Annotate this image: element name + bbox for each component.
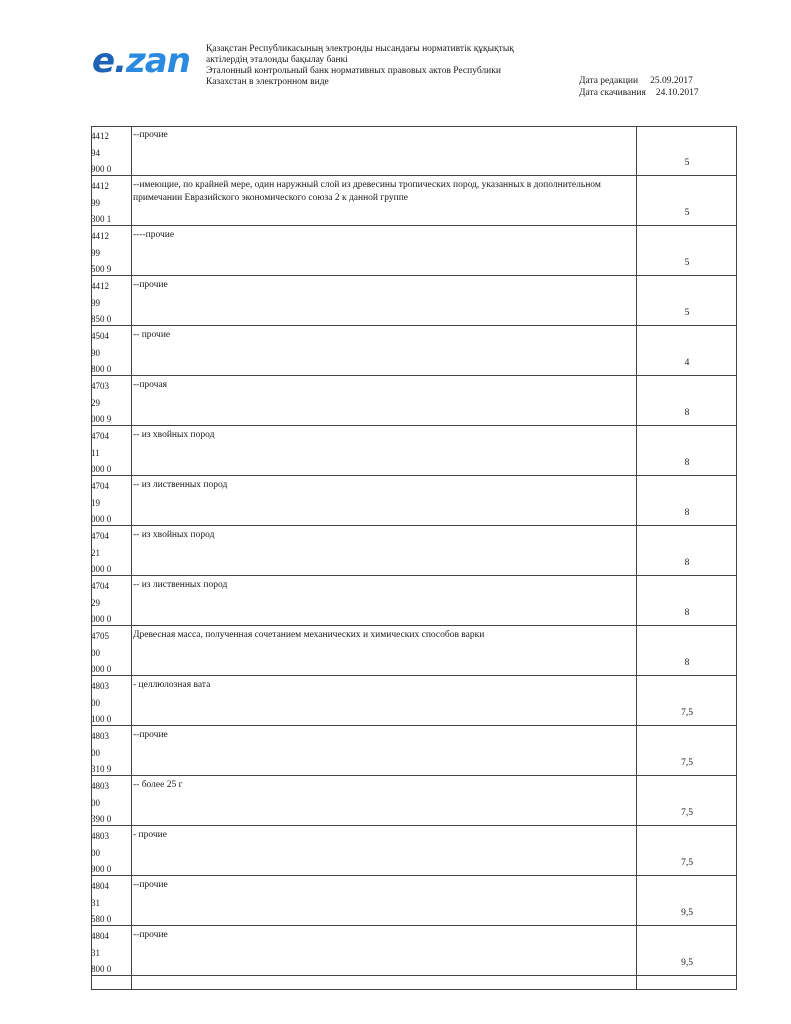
table-row — [91, 326, 737, 376]
table-row — [91, 376, 737, 426]
table-row — [91, 826, 737, 876]
goods-description: -- из лиственных пород — [133, 480, 228, 490]
goods-description: - прочие — [133, 830, 167, 840]
duty-rate: 9,5 — [681, 958, 693, 968]
tariff-code-part: 90 — [91, 347, 100, 358]
header-line: Эталонный контрольный банк нормативных правовых актов Республики — [206, 66, 501, 76]
header-line: Казахстан в электронном виде — [206, 77, 329, 87]
tariff-code-part: 900 0 — [91, 864, 112, 874]
tariff-code — [91, 128, 131, 178]
tariff-code-part: 000 0 — [91, 614, 112, 624]
tariff-code-part: 31 — [91, 897, 100, 908]
tariff-code-part: 99 — [91, 247, 100, 258]
goods-description: --имеющие, по крайней мере, один наружный слой из древесины тропических пород, указанных в дополнительном примечании Евразийского экономического союза 2 к данной группе — [133, 180, 601, 203]
tariff-code-part: 4412 — [91, 131, 109, 141]
duty-rate: 7,5 — [681, 758, 693, 768]
goods-description: --прочие — [133, 730, 168, 740]
tariff-code — [91, 728, 131, 778]
tariff-code-part: 4803 — [91, 681, 109, 691]
table-row — [91, 426, 737, 476]
tariff-code-part: 4703 — [91, 381, 109, 391]
edition-date-value: 25.09.2017 — [650, 76, 693, 86]
tariff-code-part: 000 9 — [91, 414, 112, 424]
goods-description: -- из хвойных пород — [133, 530, 215, 540]
tariff-code-part: 4804 — [91, 881, 109, 891]
table-row — [91, 226, 737, 276]
tariff-code — [91, 378, 131, 428]
tariff-code-part: 4704 — [91, 531, 109, 541]
logo-zan: zan — [125, 41, 190, 81]
tariff-code-part: 390 0 — [91, 814, 112, 824]
tariff-code-part: 4412 — [91, 231, 109, 241]
tariff-code-part: 000 0 — [91, 564, 112, 574]
goods-description: - целлюлозная вата — [133, 680, 211, 690]
table-empty-row — [91, 972, 737, 990]
header-line: Қазақстан Республикасының электронды нысандағы нормативтік құқықтық — [206, 44, 514, 54]
logo-e: e — [92, 41, 115, 81]
tariff-code-part: 19 — [91, 497, 100, 508]
goods-description: -- из хвойных пород — [133, 430, 215, 440]
tariff-code-part: 11 — [91, 447, 100, 458]
tariff-code-part: 99 — [91, 297, 100, 308]
tariff-code-part: 4803 — [91, 781, 109, 791]
tariff-code-part: 4412 — [91, 281, 109, 291]
duty-rate: 8 — [684, 658, 690, 668]
table-row — [91, 176, 737, 226]
edition-date-label: Дата редакции — [579, 76, 639, 86]
table-row — [91, 776, 737, 826]
tariff-code-part: 94 — [91, 147, 100, 158]
tariff-code-part: 310 9 — [91, 764, 112, 774]
goods-description: ----прочие — [133, 230, 175, 240]
edition-date — [579, 75, 699, 87]
tariff-code-part: 4705 — [91, 631, 109, 641]
duty-rate: 4 — [684, 358, 690, 368]
header-title-block — [206, 44, 514, 88]
download-date-label: Дата скачивания — [579, 88, 646, 98]
duty-rate: 8 — [684, 408, 690, 418]
duty-rate: 7,5 — [681, 858, 693, 868]
download-date — [579, 87, 699, 99]
tariff-code-part: 4504 — [91, 331, 109, 341]
table-row — [91, 876, 737, 926]
header-line: актілердің эталонды бақылау банкі — [206, 55, 348, 65]
document-header — [0, 0, 791, 120]
tariff-code — [91, 578, 131, 628]
goods-description: --прочие — [133, 880, 168, 890]
goods-description: -- прочие — [133, 330, 171, 340]
tariff-code — [91, 878, 131, 928]
table-row — [91, 576, 737, 626]
tariff-code-part: 800 0 — [91, 964, 112, 974]
tariff-code-part: 580 0 — [91, 914, 112, 924]
table-row — [91, 526, 737, 576]
logo-dot: . — [114, 41, 126, 81]
duty-rate: 8 — [684, 558, 690, 568]
tariff-code-part: 850 0 — [91, 314, 112, 324]
tariff-code-part: 800 0 — [91, 364, 112, 374]
tariff-code — [91, 228, 131, 278]
tariff-code-part: 29 — [91, 597, 100, 608]
tariff-code — [91, 678, 131, 728]
tariff-code-part: 4704 — [91, 431, 109, 441]
tariff-code-part: 00 — [91, 647, 100, 658]
goods-description: -- из лиственных пород — [133, 580, 228, 590]
tariff-code-part: 000 0 — [91, 464, 112, 474]
tariff-code — [91, 428, 131, 478]
tariff-code-part: 900 0 — [91, 164, 112, 174]
goods-description: -- более 25 г — [133, 780, 183, 790]
download-date-value: 24.10.2017 — [655, 88, 699, 98]
tariff-code — [91, 828, 131, 878]
goods-description: --прочие — [133, 280, 168, 290]
tariff-code-part: 00 — [91, 747, 100, 758]
tariff-code-part: 100 0 — [91, 714, 112, 724]
table-row — [91, 926, 737, 976]
tariff-code — [91, 928, 131, 978]
duty-rate: 7,5 — [681, 708, 693, 718]
duty-rate: 7,5 — [681, 808, 693, 818]
tariff-code — [91, 778, 131, 828]
tariff-code-part: 4803 — [91, 731, 109, 741]
tariff-code-part: 4704 — [91, 481, 109, 491]
table-row — [91, 676, 737, 726]
tariff-code — [91, 528, 131, 578]
table-row — [91, 626, 737, 676]
table-row — [91, 476, 737, 526]
goods-description: Древесная масса, полученная сочетанием механических и химических способов варки — [133, 630, 485, 640]
duty-rate: 9,5 — [681, 908, 693, 918]
tariff-code-part: 21 — [91, 547, 100, 558]
tariff-code — [91, 628, 131, 678]
duty-rate: 5 — [684, 258, 690, 268]
duty-rate: 5 — [684, 308, 690, 318]
goods-description: --прочие — [133, 130, 168, 140]
duty-rate: 8 — [684, 508, 690, 518]
tariff-code-part: 500 9 — [91, 264, 112, 274]
tariff-code — [91, 278, 131, 328]
tariff-code — [91, 328, 131, 378]
tariff-code-part: 4412 — [91, 181, 109, 191]
duty-rate: 5 — [684, 208, 690, 218]
tariff-code-part: 31 — [91, 947, 100, 958]
ezan-logo[interactable] — [92, 41, 190, 81]
tariff-code-part: 00 — [91, 797, 100, 808]
goods-description: --прочая — [133, 380, 168, 390]
tariff-code-part: 99 — [91, 197, 100, 208]
tariff-code-part: 00 — [91, 847, 100, 858]
table-row — [91, 726, 737, 776]
tariff-code — [91, 478, 131, 528]
table-row — [91, 126, 737, 176]
header-dates — [579, 75, 699, 99]
duty-rate: 8 — [684, 458, 690, 468]
goods-description: --прочие — [133, 930, 168, 940]
tariff-code — [91, 178, 131, 228]
duty-rate: 8 — [684, 608, 690, 618]
table-row — [91, 276, 737, 326]
tariff-code-part: 29 — [91, 397, 100, 408]
tariff-code-part: 00 — [91, 697, 100, 708]
tariff-code-part: 300 1 — [91, 214, 112, 224]
tariff-code-part: 4804 — [91, 931, 109, 941]
tariff-code-part: 000 0 — [91, 514, 112, 524]
tariff-code-part: 4803 — [91, 831, 109, 841]
tariff-code-part: 4704 — [91, 581, 109, 591]
tariff-code-part: 000 0 — [91, 664, 112, 674]
duty-rate: 5 — [684, 158, 690, 168]
